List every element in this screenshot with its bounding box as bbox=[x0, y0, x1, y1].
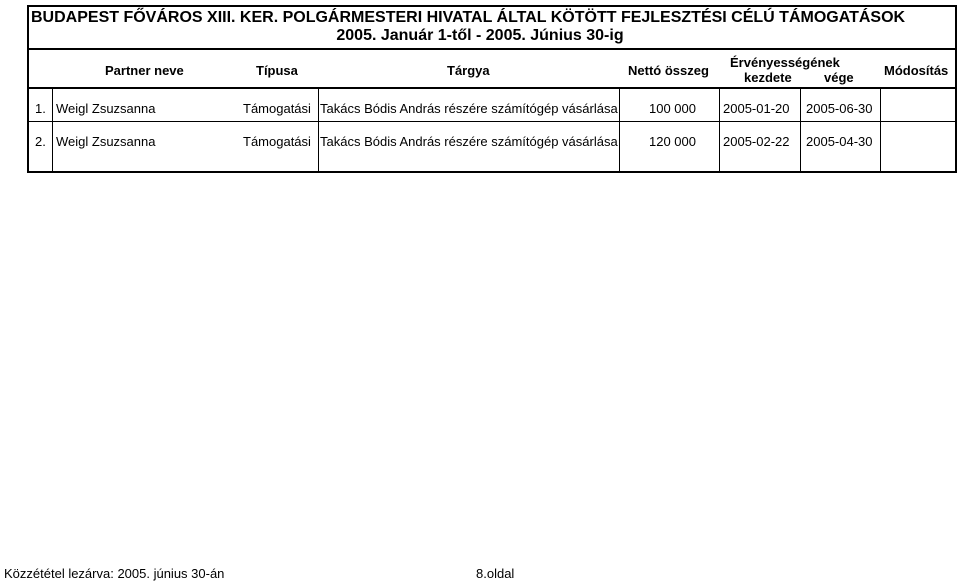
header-net-amount: Nettó összeg bbox=[628, 63, 709, 78]
publication-note: Közzététel lezárva: 2005. június 30-án bbox=[4, 566, 225, 581]
row-subject: Takács Bódis András részére számítógép vásárlása bbox=[320, 101, 618, 116]
row-end-date: 2005-06-30 bbox=[806, 101, 873, 116]
header-validity: Érvényességének bbox=[730, 55, 840, 70]
header-modification: Módosítás bbox=[884, 63, 949, 78]
header-subject: Tárgya bbox=[447, 63, 490, 78]
header-partner: Partner neve bbox=[105, 63, 184, 78]
col-border bbox=[619, 88, 620, 172]
col-border bbox=[719, 88, 720, 172]
row-subject: Takács Bódis András részére számítógép vásárlása bbox=[320, 134, 618, 149]
row-partner: Weigl Zsuzsanna bbox=[56, 134, 156, 149]
col-border bbox=[800, 88, 801, 172]
header-start: kezdete bbox=[744, 70, 792, 85]
col-border bbox=[318, 88, 319, 172]
row-type: Támogatási bbox=[243, 101, 311, 116]
report-title: BUDAPEST FŐVÁROS XIII. KER. POLGÁRMESTERI HIVATAL ÁLTAL KÖTÖTT FEJLESZTÉSI CÉLÚ TÁMOGATÁSOK bbox=[31, 9, 906, 26]
row-type: Támogatási bbox=[243, 134, 311, 149]
header-end: vége bbox=[824, 70, 854, 85]
row-net-amount: 120 000 bbox=[649, 134, 696, 149]
row-start-date: 2005-02-22 bbox=[723, 134, 790, 149]
report-period: 2005. Január 1-től - 2005. Június 30-ig bbox=[336, 27, 624, 44]
row-divider bbox=[27, 121, 957, 122]
row-end-date: 2005-04-30 bbox=[806, 134, 873, 149]
col-border bbox=[880, 88, 881, 172]
col-border bbox=[52, 88, 53, 172]
row-start-date: 2005-01-20 bbox=[723, 101, 790, 116]
row-partner: Weigl Zsuzsanna bbox=[56, 101, 156, 116]
row-number: 2. bbox=[35, 134, 46, 149]
row-net-amount: 100 000 bbox=[649, 101, 696, 116]
header-divider bbox=[27, 87, 957, 89]
page-number: 8.oldal bbox=[476, 566, 515, 581]
title-divider bbox=[27, 48, 957, 50]
row-number: 1. bbox=[35, 101, 46, 116]
header-type: Típusa bbox=[256, 63, 298, 78]
